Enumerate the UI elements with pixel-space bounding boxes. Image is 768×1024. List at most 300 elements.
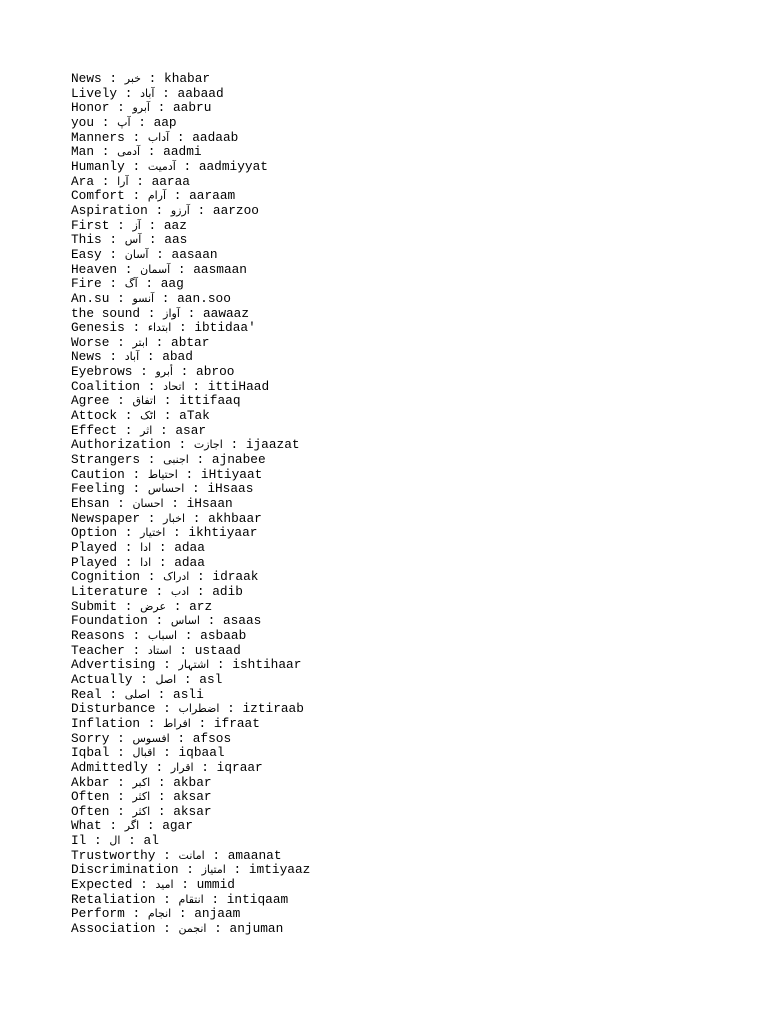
glossary-entry (71, 746, 731, 761)
separator: : (148, 246, 172, 262)
separator: : (109, 217, 133, 233)
glossary-entry (71, 878, 731, 893)
english-word: An.su (71, 290, 110, 306)
glossary-entry (71, 600, 731, 615)
english-word: What (71, 818, 102, 834)
english-word: Admittedly (71, 759, 148, 775)
transliteration: iqbaal (178, 745, 225, 761)
urdu-word: ادراک (163, 570, 190, 584)
separator: : (117, 408, 141, 424)
glossary-entry (71, 570, 731, 585)
separator: : (101, 232, 125, 248)
separator: : (147, 202, 171, 218)
english-word: Real (71, 686, 102, 702)
separator: : (109, 774, 133, 790)
glossary-entry (71, 629, 731, 644)
english-word: Comfort (71, 188, 125, 204)
glossary-entry (71, 819, 731, 834)
urdu-word: امانت (178, 848, 205, 862)
transliteration: ibtidaa' (194, 320, 256, 336)
separator: : (172, 364, 197, 380)
urdu-word: انتقام (178, 892, 204, 906)
urdu-word: آباد (124, 350, 140, 364)
transliteration: iqraar (216, 759, 263, 775)
transliteration: arz (189, 598, 213, 614)
urdu-word: اگر (124, 819, 140, 833)
transliteration: aap (153, 114, 177, 130)
separator: : (140, 378, 164, 394)
separator: : (184, 378, 208, 394)
urdu-word: اتحاد (163, 379, 185, 393)
urdu-word: آرزو (170, 203, 190, 217)
separator: : (139, 349, 163, 365)
transliteration: agar (162, 818, 193, 834)
english-word: Association (71, 921, 156, 937)
english-word: Played (71, 540, 118, 555)
separator: : (101, 71, 125, 86)
glossary-entry (71, 790, 731, 805)
separator: : (124, 320, 148, 336)
separator: : (109, 730, 133, 746)
urdu-word: اجنبی (163, 453, 189, 467)
urdu-word: اسباب (147, 628, 178, 642)
urdu-word: آباد (140, 86, 155, 100)
transliteration: ummid (196, 877, 235, 893)
separator: : (165, 525, 189, 541)
urdu-word: اشتہار (178, 658, 210, 672)
separator: : (109, 334, 133, 350)
separator: : (177, 466, 201, 482)
english-word: Advertising (71, 657, 156, 673)
glossary-entry (71, 585, 731, 600)
english-word: Feeling (71, 481, 125, 497)
urdu-word: ابتر (132, 335, 148, 349)
english-word: Reasons (71, 627, 125, 643)
separator: : (124, 906, 148, 922)
glossary-list (71, 72, 731, 937)
urdu-word: اکثر (132, 804, 151, 818)
urdu-word: اتفاق (132, 394, 157, 408)
glossary-entry (71, 350, 731, 365)
glossary-entry (71, 702, 731, 717)
english-word: Trustworthy (71, 847, 156, 863)
transliteration: aaraa (151, 173, 190, 189)
english-word: Foundation (71, 613, 148, 629)
urdu-word: ال (109, 834, 121, 848)
separator: : (140, 71, 165, 86)
separator: : (140, 305, 164, 321)
glossary-entry (71, 307, 731, 322)
glossary-entry (71, 365, 731, 380)
separator: : (117, 261, 141, 277)
transliteration: afsos (192, 730, 232, 746)
transliteration: asaas (222, 613, 262, 629)
separator: : (147, 334, 172, 350)
separator: : (150, 774, 174, 790)
separator: : (117, 540, 141, 555)
english-word: Authorization (71, 437, 171, 453)
transliteration: iHsaan (186, 496, 233, 512)
urdu-word: آرام (147, 189, 167, 203)
urdu-word: آرا (117, 174, 129, 188)
english-word: Il (71, 833, 87, 849)
separator: : (132, 671, 156, 687)
separator: : (94, 144, 118, 160)
urdu-word: اصل (155, 672, 177, 686)
transliteration: aksar (173, 803, 212, 819)
transliteration: aaraam (189, 188, 236, 204)
urdu-word: افسوس (132, 731, 170, 745)
glossary-entry (71, 644, 731, 659)
english-word: Cognition (71, 569, 141, 585)
urdu-word: اساس (170, 614, 200, 628)
transliteration: iHtiyaat (200, 466, 263, 482)
urdu-word: آنسو (132, 291, 155, 305)
english-word: Option (71, 525, 118, 541)
separator: : (124, 481, 148, 497)
glossary-entry (71, 424, 731, 439)
separator: : (101, 349, 125, 365)
english-word: Teacher (71, 642, 125, 658)
separator: : (109, 393, 133, 409)
english-word: Perform (71, 906, 125, 922)
english-word: Discrimination (71, 862, 179, 878)
separator: : (124, 642, 148, 658)
urdu-word: آواز (163, 306, 180, 320)
urdu-word: اکبر (132, 775, 151, 789)
english-word: Coalition (71, 378, 141, 394)
glossary-entry (71, 658, 731, 673)
glossary-entry (71, 614, 731, 629)
urdu-word: احساس (147, 482, 185, 496)
separator: : (147, 759, 171, 775)
transliteration: aksar (173, 789, 212, 805)
urdu-word: ادا (140, 541, 152, 554)
glossary-entry (71, 292, 731, 307)
separator: : (155, 701, 179, 717)
urdu-word: استاد (147, 643, 172, 657)
transliteration: amaanat (227, 847, 282, 863)
english-word: Often (71, 803, 110, 819)
glossary-entry (71, 145, 731, 160)
separator: : (117, 554, 141, 570)
transliteration: iztiraab (242, 701, 304, 717)
transliteration: asbaab (200, 627, 247, 643)
separator: : (190, 715, 214, 731)
separator: : (169, 129, 193, 145)
urdu-word: عرض (140, 599, 167, 613)
separator: : (173, 877, 197, 893)
glossary-entry (71, 160, 731, 175)
separator: : (156, 393, 180, 409)
separator: : (124, 129, 148, 145)
english-word: Actually (71, 671, 133, 687)
glossary-entry (71, 263, 731, 278)
separator: : (193, 759, 217, 775)
urdu-word: آسمان (140, 262, 171, 276)
glossary-entry (71, 453, 731, 468)
transliteration: aarzoo (212, 202, 259, 218)
english-word: Lively (71, 85, 118, 101)
urdu-word: آگ (124, 277, 138, 291)
separator: : (139, 818, 163, 834)
transliteration: aaz (163, 217, 187, 233)
glossary-entry (71, 175, 731, 190)
glossary-entry (71, 248, 731, 263)
separator: : (132, 364, 156, 380)
separator: : (117, 422, 141, 438)
glossary-entry (71, 732, 731, 747)
separator: : (189, 569, 213, 585)
transliteration: adib (212, 583, 243, 599)
english-word: Worse (71, 334, 110, 350)
separator: : (179, 305, 203, 321)
separator: : (109, 745, 133, 761)
transliteration: aadaab (192, 129, 239, 145)
transliteration: akbar (173, 774, 212, 790)
separator: : (140, 510, 164, 526)
english-word: Disturbance (71, 701, 156, 717)
separator: : (124, 466, 148, 482)
separator: : (204, 847, 228, 863)
separator: : (171, 320, 195, 336)
english-word: Heaven (71, 261, 118, 277)
english-word: Genesis (71, 320, 125, 336)
english-word: Strangers (71, 452, 141, 468)
separator: : (124, 158, 148, 174)
english-word: Fire (71, 276, 102, 292)
urdu-word: اختیار (140, 526, 166, 540)
separator: : (155, 891, 179, 907)
english-word: Honor (71, 100, 110, 116)
glossary-entry (71, 468, 731, 483)
glossary-entry (71, 776, 731, 791)
separator: : (199, 613, 223, 629)
urdu-word: انجمن (178, 922, 207, 936)
transliteration: aadmiyyat (198, 158, 268, 174)
transliteration: iHsaas (207, 481, 254, 497)
english-word: Newspaper (71, 510, 141, 526)
transliteration: asli (173, 686, 204, 702)
glossary-entry (71, 761, 731, 776)
glossary-entry (71, 688, 731, 703)
separator: : (128, 173, 152, 189)
separator: : (154, 85, 178, 101)
english-word: Easy (71, 246, 102, 262)
glossary-entry (71, 336, 731, 351)
separator: : (101, 276, 125, 292)
urdu-word: آپ (117, 115, 131, 129)
transliteration: ijaazat (245, 437, 300, 453)
urdu-word: آدمی (117, 145, 141, 159)
english-word: Humanly (71, 158, 125, 174)
separator: : (109, 496, 133, 512)
urdu-word: اٹک (140, 409, 157, 423)
separator: : (117, 85, 141, 101)
separator: : (86, 833, 110, 849)
transliteration: asar (175, 422, 207, 438)
separator: : (151, 554, 175, 570)
separator: : (185, 510, 209, 526)
separator: : (124, 627, 148, 643)
glossary-entry (71, 541, 731, 556)
separator: : (176, 671, 200, 687)
separator: : (117, 525, 141, 541)
english-word: Expected (71, 877, 133, 893)
urdu-word: اکثر (132, 790, 151, 804)
separator: : (219, 701, 243, 717)
transliteration: aadmi (163, 144, 202, 160)
urdu-word: اقرار (170, 760, 194, 774)
urdu-word: اخبار (163, 511, 186, 525)
transliteration: idraak (212, 569, 259, 585)
english-word: Submit (71, 598, 118, 614)
urdu-word: اثر (140, 423, 153, 437)
transliteration: aag (160, 276, 184, 292)
separator: : (225, 862, 249, 878)
english-word: News (71, 71, 102, 86)
separator: : (140, 569, 164, 585)
transliteration: ikhtiyaar (188, 525, 258, 541)
urdu-word: اضطراب (178, 702, 220, 716)
separator: : (109, 789, 133, 805)
urdu-word: احتیاط (147, 467, 178, 481)
urdu-word: اقبال (132, 746, 156, 760)
separator: : (150, 789, 174, 805)
transliteration: anjaam (194, 906, 241, 922)
transliteration: ittiHaad (207, 378, 270, 394)
glossary-entry (71, 834, 731, 849)
glossary-entry (71, 394, 731, 409)
separator: : (222, 437, 246, 453)
separator: : (101, 818, 125, 834)
separator: : (120, 833, 144, 849)
transliteration: adaa (174, 554, 205, 570)
urdu-word: ادب (170, 584, 190, 598)
transliteration: ishtihaar (232, 657, 302, 673)
english-word: Literature (71, 583, 148, 599)
glossary-entry (71, 380, 731, 395)
english-word: First (71, 217, 110, 233)
glossary-entry (71, 512, 731, 527)
urdu-word: امتیاز (201, 863, 226, 877)
transliteration: al (143, 833, 159, 849)
transliteration: akhbaar (208, 510, 262, 526)
separator: : (151, 540, 175, 555)
english-word: Inflation (71, 715, 141, 731)
transliteration: ittifaaq (179, 393, 241, 409)
glossary-entry (71, 849, 731, 864)
separator: : (101, 686, 125, 702)
english-word: Agree (71, 393, 110, 409)
transliteration: aTak (179, 408, 210, 424)
urdu-word: احسان (132, 497, 164, 511)
urdu-word: آبرو (132, 101, 150, 115)
separator: : (163, 496, 187, 512)
urdu-word: آسان (124, 247, 149, 261)
glossary-entry (71, 189, 731, 204)
english-word: Played (71, 554, 118, 570)
urdu-word: اجازت (193, 438, 223, 452)
glossary-entry (71, 482, 731, 497)
glossary-entry (71, 438, 731, 453)
english-word: Man (71, 144, 95, 160)
glossary-entry (71, 321, 731, 336)
glossary-entry (71, 717, 731, 732)
separator: : (155, 847, 179, 863)
separator: : (175, 158, 199, 174)
transliteration: aasaan (171, 246, 218, 262)
transliteration: anjuman (229, 921, 284, 937)
separator: : (132, 877, 156, 893)
urdu-word: انجام (147, 907, 172, 921)
urdu-word: امید (155, 878, 174, 892)
english-word: Sorry (71, 730, 110, 746)
glossary-entry (71, 556, 731, 571)
separator: : (154, 290, 178, 306)
english-word: Eyebrows (71, 364, 133, 380)
separator: : (166, 188, 190, 204)
separator: : (101, 246, 125, 262)
transliteration: aan.soo (177, 290, 231, 306)
separator: : (156, 408, 180, 424)
transliteration: abtar (171, 334, 210, 350)
english-word: Manners (71, 129, 125, 145)
glossary-entry (71, 233, 731, 248)
urdu-word: آدمیت (147, 159, 176, 173)
glossary-entry (71, 219, 731, 234)
glossary-entry (71, 526, 731, 541)
separator: : (137, 276, 161, 292)
glossary-entry (71, 673, 731, 688)
separator: : (170, 261, 194, 277)
glossary-entry (71, 805, 731, 820)
english-word: Retaliation (71, 891, 156, 907)
separator: : (149, 100, 173, 116)
urdu-word: اصلی (124, 687, 150, 701)
separator: : (171, 642, 195, 658)
separator: : (188, 452, 212, 468)
glossary-entry (71, 922, 731, 937)
transliteration: abad (162, 349, 193, 365)
separator: : (124, 188, 148, 204)
transliteration: adaa (174, 540, 205, 555)
transliteration: abroo (196, 364, 235, 380)
english-word: Aspiration (71, 202, 148, 218)
english-word: Ehsan (71, 496, 110, 512)
english-word: Often (71, 789, 110, 805)
separator: : (155, 745, 179, 761)
transliteration: imtiyaaz (248, 862, 311, 878)
separator: : (209, 657, 233, 673)
urdu-word: خبر (124, 72, 141, 85)
separator: : (149, 686, 174, 702)
separator: : (140, 715, 164, 731)
separator: : (140, 217, 164, 233)
english-word: Effect (71, 422, 118, 438)
separator: : (203, 891, 227, 907)
transliteration: intiqaam (226, 891, 289, 907)
urdu-word: افراط (163, 716, 191, 730)
urdu-word: ابتداء (147, 321, 172, 335)
english-word: Attock (71, 408, 118, 424)
separator: : (130, 114, 154, 130)
transliteration: ajnabee (211, 452, 266, 468)
glossary-entry (71, 204, 731, 219)
separator: : (140, 144, 164, 160)
glossary-entry (71, 863, 731, 878)
separator: : (155, 657, 179, 673)
